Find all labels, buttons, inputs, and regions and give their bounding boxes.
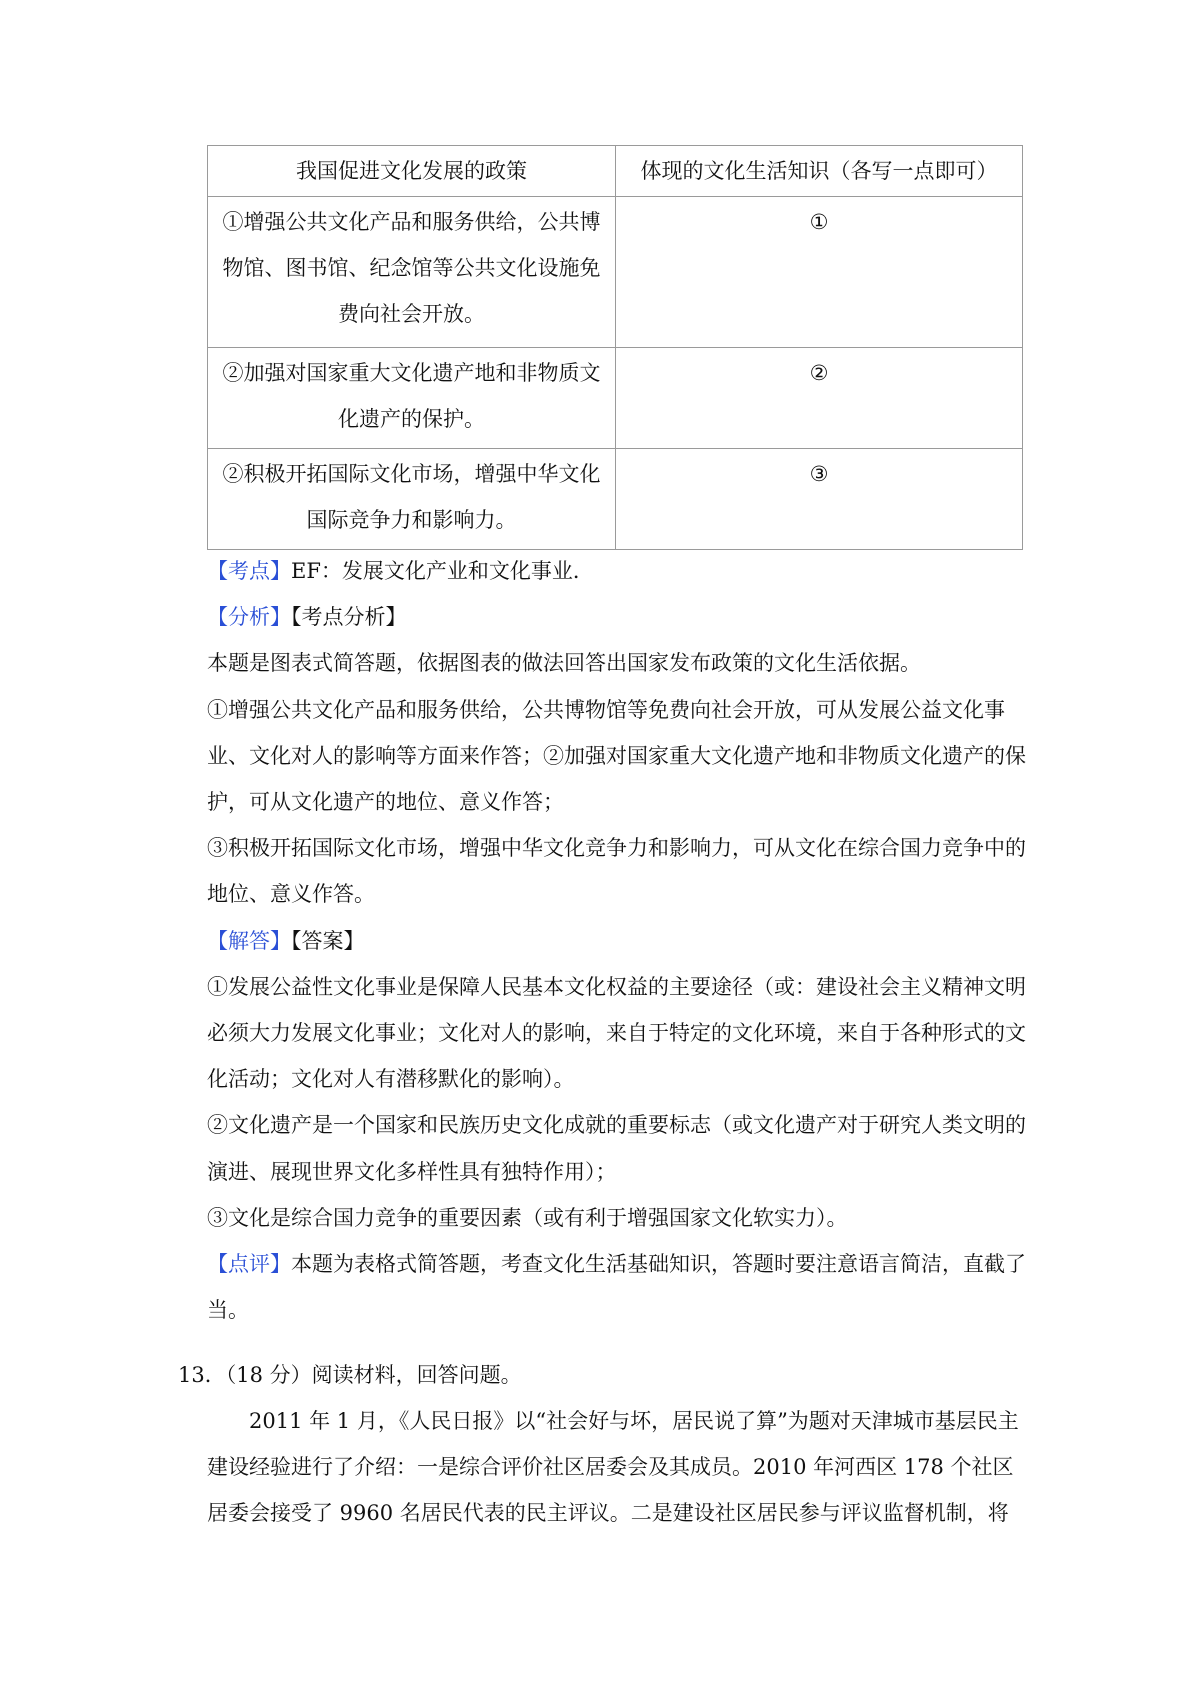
fenxi-line xyxy=(207,594,1027,640)
dianping-line xyxy=(207,1241,1027,1333)
jieda-paragraph: ①发展公益性文化事业是保障人民基本文化权益的主要途径（或：建设社会主义精神文明必须大力发展文化事业；文化对人的影响，来自于特定的文化环境，来自于各种形式的文化活动；文化对人有潜移默化的影响）。 xyxy=(207,974,1026,1092)
question-material xyxy=(207,1398,1027,1537)
table-header-row xyxy=(208,146,1023,197)
jieda-paragraph: ③文化是综合国力竞争的重要因素（或有利于增强国家文化软实力）。 xyxy=(207,1205,848,1230)
table-row xyxy=(208,449,1023,550)
dianping-tag: 【点评】 xyxy=(207,1252,291,1277)
policy-cell: ②积极开拓国际文化市场，增强中华文化国际竞争力和影响力。 xyxy=(208,449,616,550)
knowledge-cell: ③ xyxy=(616,449,1023,550)
jieda-tag: 【解答】 xyxy=(207,928,291,953)
answer-explanation xyxy=(207,548,1027,1333)
knowledge-cell: ② xyxy=(616,348,1023,449)
jieda-line xyxy=(207,918,1027,964)
question-prompt: 阅读材料，回答问题。 xyxy=(311,1363,522,1387)
jieda-subtag: 【答案】 xyxy=(291,928,365,953)
fenxi-paragraph: ③积极开拓国际文化市场，增强中华文化竞争力和影响力，可从文化在综合国力竞争中的地位、意义作答。 xyxy=(207,836,1026,907)
jieda-paragraph: ②文化遗产是一个国家和民族历史文化成就的重要标志（或文化遗产对于研究人类文明的演进、展现世界文化多样性具有独特作用）； xyxy=(207,1113,1026,1184)
fenxi-tag: 【分析】 xyxy=(207,605,291,630)
table-row xyxy=(208,348,1023,449)
policy-cell: ①增强公共文化产品和服务供给，公共博物馆、图书馆、纪念馆等公共文化设施免费向社会开放。 xyxy=(208,197,616,348)
kaodian-text: EF：发展文化产业和文化事业． xyxy=(291,559,594,583)
dianping-text: 本题为表格式简答题，考查文化生活基础知识，答题时要注意语言简洁，直截了当。 xyxy=(207,1252,1026,1323)
table-header-policy: 我国促进文化发展的政策 xyxy=(208,146,616,197)
table-row xyxy=(208,197,1023,348)
kaodian-tag: 【考点】 xyxy=(207,559,291,583)
question-heading xyxy=(178,1352,1028,1398)
question-score: （18 分） xyxy=(225,1363,312,1387)
table-header-knowledge: 体现的文化生活知识（各写一点即可） xyxy=(616,146,1023,197)
question-number: 13． xyxy=(178,1363,226,1387)
fenxi-paragraph: ①增强公共文化产品和服务供给，公共博物馆等免费向社会开放，可从发展公益文化事业、文化对人的影响等方面来作答；②加强对国家重大文化遗产地和非物质文化遗产的保护，可从文化遗产的地位、意义作答； xyxy=(207,697,1026,815)
policy-cell: ②加强对国家重大文化遗产地和非物质文化遗产的保护。 xyxy=(208,348,616,449)
knowledge-cell: ① xyxy=(616,197,1023,348)
fenxi-subtag: 【考点分析】 xyxy=(291,605,407,630)
material-paragraph: 2011 年 1 月，《人民日报》以“社会好与坏，居民说了算”为题对天津城市基层民主建设经验进行了介绍：一是综合评价社区居委会及其成员。2010 年河西区 178 个社区居委会接受了 9960 名居民代表的民主评议。二是建设社区居民参与评议监督机制，将 xyxy=(207,1409,1019,1526)
kaodian-line xyxy=(207,548,1027,594)
fenxi-paragraph: 本题是图表式简答题，依据图表的做法回答出国家发布政策的文化生活依据。 xyxy=(207,651,921,676)
policy-table xyxy=(207,145,1023,550)
